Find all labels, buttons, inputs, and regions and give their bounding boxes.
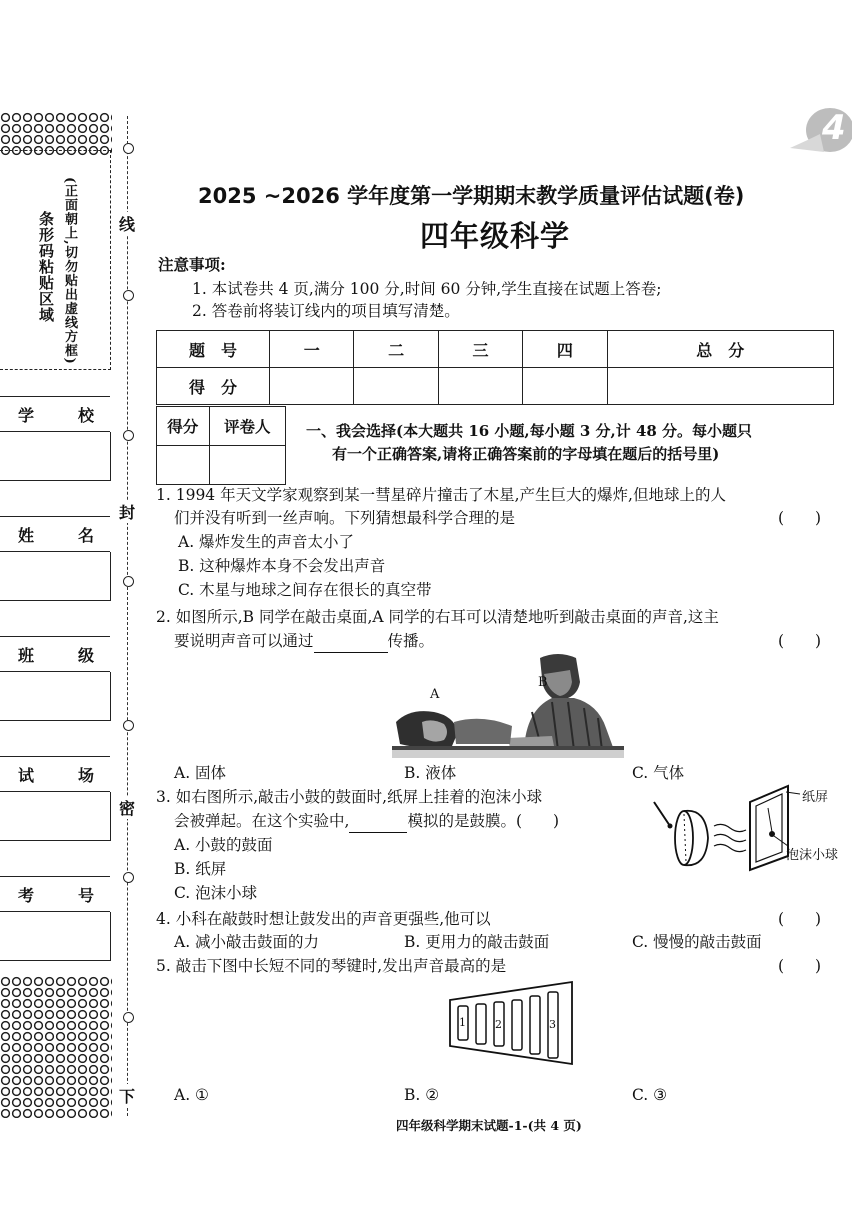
grader-table — [156, 406, 286, 485]
page-title: 2025 ~2026 学年度第一学期期末教学质量评估试题(卷) — [198, 184, 745, 208]
q3-text-after-blank: 模拟的是鼓膜。( ) — [407, 812, 560, 830]
barcode-label: 条形码粘贴区域 — [37, 211, 55, 323]
score-table-header: 题 号 — [157, 331, 270, 368]
score-table-header: 二 — [354, 331, 438, 368]
score-table-header-row — [157, 331, 834, 368]
answer-paren[interactable]: ( ) — [778, 910, 822, 928]
question-5-text: 5. 敲击下图中长短不同的琴键时,发出声音最高的是 — [156, 957, 507, 975]
seal-circle — [123, 290, 134, 301]
field-label-char: 号 — [78, 886, 95, 905]
q2-text-before-blank: 要说明声音可以通过 — [174, 632, 314, 650]
seal-circle — [123, 1012, 134, 1023]
field-label-char: 学 — [18, 406, 35, 425]
key-label-3: 3 — [549, 1018, 556, 1031]
barcode-area — [0, 150, 111, 370]
q3-option-c: C. 泡沫小球 — [174, 884, 258, 902]
question-3-text-cont — [174, 810, 559, 833]
seal-line — [127, 116, 128, 1116]
seal-char-xia: 下 — [119, 1084, 135, 1107]
score-table-header: 总 分 — [607, 331, 833, 368]
field-label-char: 班 — [18, 646, 35, 665]
score-table-score-row — [157, 368, 834, 405]
score-cell[interactable] — [523, 368, 607, 405]
seal-circle — [123, 430, 134, 441]
q3-option-a: A. 小鼓的鼓面 — [174, 836, 273, 854]
answer-paren[interactable]: ( ) — [778, 957, 822, 975]
score-cell[interactable] — [438, 368, 522, 405]
field-label-char: 级 — [78, 646, 95, 665]
notice-heading: 注意事项: — [158, 255, 226, 274]
q2-option-c: C. 气体 — [632, 764, 685, 782]
field-label-char: 校 — [78, 406, 95, 425]
label-paper-screen: 纸屏 — [802, 790, 829, 805]
q3-text-before-blank: 会被弹起。在这个实验中, — [174, 812, 350, 830]
q1-option-c: C. 木星与地球之间存在很长的真空带 — [178, 581, 432, 599]
q4-option-b: B. 更用力的敲击鼓面 — [404, 933, 550, 951]
seal-circle — [123, 576, 134, 587]
school-field[interactable] — [0, 432, 111, 481]
q3-option-b: B. 纸屏 — [174, 860, 227, 878]
q5-option-c: C. ③ — [632, 1086, 668, 1104]
q2-text-after-blank: 传播。 — [387, 632, 435, 650]
seal-char-mi: 密 — [119, 796, 135, 819]
field-label-char: 试 — [18, 766, 35, 785]
field-label-char: 名 — [78, 526, 95, 545]
score-table-header: 一 — [270, 331, 354, 368]
corner-badge — [790, 104, 852, 154]
name-field[interactable] — [0, 552, 111, 601]
dot-pattern-bottom — [0, 976, 112, 1118]
students-table-photo — [392, 652, 624, 758]
answer-paren[interactable]: ( ) — [778, 509, 822, 527]
q2-blank[interactable] — [314, 630, 388, 653]
q5-option-b: B. ② — [404, 1086, 440, 1104]
question-2-text: 2. 如图所示,B 同学在敲击桌面,A 同学的右耳可以清楚地听到敲击桌面的声音,这主 — [156, 608, 719, 626]
score-cell[interactable] — [354, 368, 438, 405]
q1-option-b: B. 这种爆炸本身不会发出声音 — [178, 557, 386, 575]
corner-badge-number: 4 — [822, 108, 846, 148]
q2-option-a: A. 固体 — [174, 764, 227, 782]
notice-item: 1. 本试卷共 4 页,满分 100 分,时间 60 分钟,学生直接在试题上答卷; — [192, 280, 662, 298]
exam-room-field[interactable] — [0, 792, 111, 841]
notice-item: 2. 答卷前将装订线内的项目填写清楚。 — [192, 302, 460, 320]
answer-paren[interactable]: ( ) — [778, 632, 822, 650]
q2-option-b: B. 液体 — [404, 764, 457, 782]
grader-score-cell[interactable] — [157, 446, 210, 485]
figure-label-a: A — [430, 687, 440, 702]
question-1-text-cont: 们并没有听到一丝声响。下列猜想最科学合理的是 — [174, 509, 516, 527]
q5-option-a: A. ① — [174, 1086, 209, 1104]
q3-blank[interactable] — [349, 810, 407, 833]
seal-circle — [123, 720, 134, 731]
key-label-1: 1 — [459, 1016, 466, 1029]
page-subtitle: 四年级科学 — [420, 219, 571, 253]
xylophone-figure — [448, 980, 578, 1066]
q1-option-a: A. 爆炸发生的声音太小了 — [178, 533, 355, 551]
seal-char-xian: 线 — [119, 212, 135, 235]
section-heading: 一、我会选择(本大题共 16 小题,每小题 3 分,计 48 分。每小题只 — [306, 422, 753, 440]
seal-circle — [123, 143, 134, 154]
score-row-label: 得 分 — [157, 368, 270, 405]
field-label-char: 考 — [18, 886, 35, 905]
score-table-header: 四 — [523, 331, 607, 368]
grader-name-label: 评卷人 — [209, 407, 285, 446]
page-footer: 四年级科学期末试题-1-(共 4 页) — [396, 1118, 582, 1133]
barcode-note: (正面朝上,切勿贴出虚线方框) — [62, 177, 77, 365]
q4-option-a: A. 减小敲击鼓面的力 — [174, 933, 320, 951]
score-table — [156, 330, 834, 405]
section-heading-cont: 有一个正确答案,请将正确答案前的字母填在题后的括号里) — [332, 445, 720, 463]
exam-number-field[interactable] — [0, 912, 111, 961]
label-foam-ball: 泡沫小球 — [786, 848, 839, 863]
question-1-text: 1. 1994 年天文学家观察到某一彗星碎片撞击了木星,产生巨大的爆炸,但地球上的人 — [156, 486, 726, 504]
grader-score-label: 得分 — [157, 407, 210, 446]
question-2-text-cont — [174, 630, 434, 653]
field-label-char: 姓 — [18, 526, 35, 545]
question-3-text: 3. 如右图所示,敲击小鼓的鼓面时,纸屏上挂着的泡沫小球 — [156, 788, 543, 806]
score-table-header: 三 — [438, 331, 522, 368]
figure-label-b: B — [538, 675, 548, 690]
seal-circle — [123, 872, 134, 883]
key-label-2: 2 — [495, 1018, 502, 1031]
seal-char-feng: 封 — [119, 500, 135, 523]
field-label-char: 场 — [78, 766, 95, 785]
q4-option-c: C. 慢慢的敲击鼓面 — [632, 933, 762, 951]
score-cell[interactable] — [607, 368, 833, 405]
score-cell[interactable] — [270, 368, 354, 405]
drum-experiment-figure — [650, 782, 850, 872]
grader-name-cell[interactable] — [209, 446, 285, 485]
question-4-text: 4. 小科在敲鼓时想让鼓发出的声音更强些,他可以 — [156, 910, 491, 928]
class-field[interactable] — [0, 672, 111, 721]
